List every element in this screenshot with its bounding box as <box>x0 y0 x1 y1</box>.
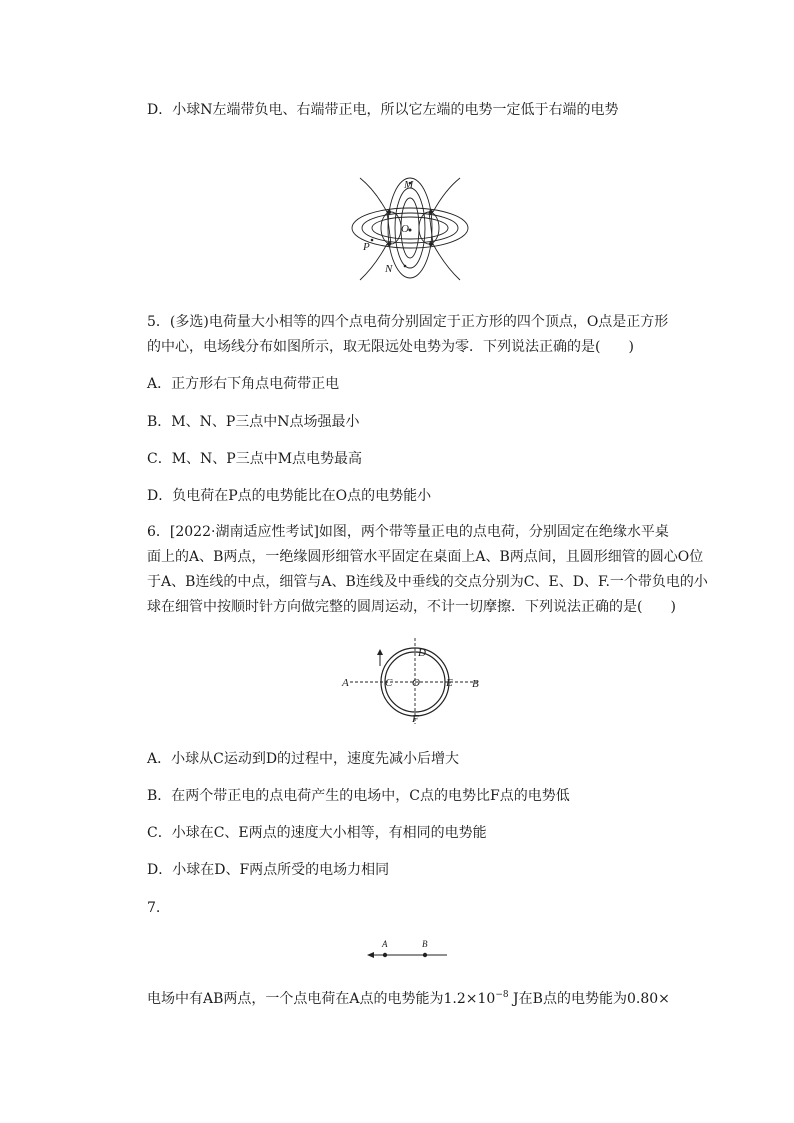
q6-label-b: B <box>472 678 479 690</box>
q6-stem-line2: 面上的A、B两点，一绝缘圆形细管水平固定在桌面上A、B两点间，且圆形细管的圆心O位 <box>147 549 704 565</box>
q6-label-f: F <box>412 713 419 725</box>
q7-stem <box>147 989 670 1009</box>
q6-tube-figure <box>340 636 490 726</box>
q6-option-c: C．小球在C、E两点的速度大小相等，有相同的电势能 <box>147 825 487 841</box>
q5-label-p: P <box>363 241 370 253</box>
q5-label-n: N <box>385 263 393 275</box>
q7-stem-suffix: J在B点的电势能为0.80× <box>508 991 670 1007</box>
q6-label-c: C <box>385 677 393 689</box>
q7-exponent: −8 <box>495 990 509 1000</box>
q4-option-d: D．小球N左端带负电、右端带正电，所以它左端的电势一定低于右端的电势 <box>147 102 619 118</box>
q7-number: 7. <box>147 900 161 916</box>
q6-label-o: O <box>412 677 420 689</box>
q6-label-a: A <box>342 677 349 689</box>
q5-option-c: C．M、N、P三点中M点电势最高 <box>147 451 363 467</box>
q7-label-b: B <box>422 939 428 949</box>
q6-option-d: D．小球在D、F两点所受的电场力相同 <box>147 862 390 878</box>
q5-option-d: D．负电荷在P点的电势能比在O点的电势能小 <box>147 488 432 504</box>
q5-option-b: B．M、N、P三点中N点场强最小 <box>147 414 360 430</box>
q6-stem-line4: 球在细管中按顺时针方向做完整的圆周运动，不计一切摩擦．下列说法正确的是( ) <box>147 599 676 615</box>
q6-label-d: D <box>418 647 426 659</box>
q6-label-e: E <box>446 677 453 689</box>
q6-stem-line3: 于A、B连线的中点，细管与A、B连线及中垂线的交点分别为C、E、D、F.一个带负电的小 <box>147 574 708 590</box>
q6-option-a: A．小球从C运动到D的过程中，速度先减小后增大 <box>147 751 460 767</box>
q5-option-a: A．正方形右下角点电荷带正电 <box>147 376 340 392</box>
q5-label-m: M <box>404 179 414 191</box>
q5-stem-line1: 5．(多选)电荷量大小相等的四个点电荷分别固定于正方形的四个顶点，O点是正方形 <box>147 314 669 330</box>
q6-stem-line1: 6．[2022·湖南适应性考试]如图，两个带等量正电的点电荷，分别固定在绝缘水平桌 <box>147 524 669 540</box>
q7-line-figure <box>365 938 450 964</box>
q5-field-figure <box>345 170 475 290</box>
q6-option-b: B．在两个带正电的点电荷产生的电场中，C点的电势比F点的电势低 <box>147 788 570 804</box>
q5-stem-line2: 的中心，电场线分布如图所示，取无限远处电势为零．下列说法正确的是( ) <box>147 339 634 355</box>
q7-label-a: A <box>382 939 388 949</box>
q5-label-o: O <box>401 223 409 235</box>
q7-stem-prefix: 电场中有AB两点，一个点电荷在A点的电势能为1.2×10 <box>147 991 496 1007</box>
